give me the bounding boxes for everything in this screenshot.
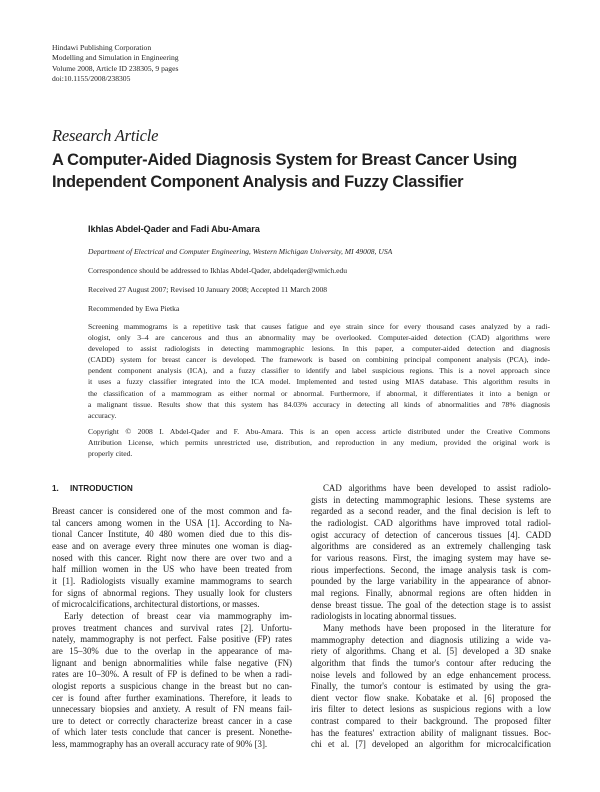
correspondence: Correspondence should be addressed to Ikhlas Abdel-Qader, abdelqader@wmich.edu (88, 266, 348, 275)
body-text-line: dient vector flow snake. Kobatake et al. [6] proposed the (311, 692, 551, 703)
body-text-line: nosed with this cancer. Right now there are over two and a (52, 552, 292, 563)
body-text-line: Many methods have been proposed in the literature for (323, 622, 551, 633)
body-text-line: for signs of abnormal regions. They usually look for clusters (52, 587, 292, 598)
abstract-line: accuracy. (88, 410, 117, 420)
left-column (52, 506, 292, 751)
body-text-line: has the features' extraction ability of malignant tissues. Boc- (311, 727, 551, 738)
right-column (311, 483, 551, 751)
body-text-line: mammography detection and diagnosis utilizing a wide va- (311, 634, 551, 645)
section-heading (52, 484, 133, 493)
body-text-line: radiologists in locating abnormal tissues. (311, 611, 457, 622)
publisher-name: Hindawi Publishing Corporation (52, 43, 152, 52)
body-text-line: algorithm that finds the tumor's contour after reducing the (311, 657, 551, 668)
body-text-line: cer is found after further examinations. Therefore, it leads to (52, 692, 292, 703)
title-line: Independent Component Analysis and Fuzzy Classifier (52, 172, 464, 191)
section-title: INTRODUCTION (70, 484, 133, 493)
body-text-line: CAD algorithms have been developed to assist radiolo- (323, 483, 551, 493)
body-text-line: chi et al. [7] developed an algorithm for microcalcification (311, 739, 551, 750)
body-text-line: are 15–30% due to the overlap in the appearance of ma- (52, 645, 292, 656)
abstract-line: (CADD) system for breast cancer is developed. The framework is based on combining principal component analysis (PCA), inde- (88, 355, 550, 365)
body-text-line: Breast cancer is considered one of the most common and fa- (52, 506, 292, 516)
body-text-line: Finally, the tumor's contour is estimated by using the gra- (311, 681, 551, 692)
authors: Ikhlas Abdel-Qader and Fadi Abu-Amara (88, 224, 260, 234)
title-line: A Computer-Aided Diagnosis System for Breast Cancer Using (52, 151, 518, 169)
paper-title (52, 150, 562, 193)
abstract-line: Screening mammograms is a repetitive task that causes fatigue and eye strain since for every thousand cases analyzed by a radi- (88, 322, 550, 331)
section-number: 1. (52, 484, 59, 493)
abstract-line: ologist, only 3–4 are cancerous and thus an abnormality may be overlooked. Computer-aided detection (CAD) algorithms were (88, 333, 550, 343)
body-text-line: proves treatment chances and survival rates [2]. Unfortu- (52, 622, 292, 633)
body-text-line: less, mammography has an overall accuracy rate of 90% [3]. (52, 739, 268, 750)
body-text-line: mal regions. Finally, abnormal regions are often hidden in (311, 587, 551, 598)
body-text-line: gists in detecting mammographic lesions. These systems are (311, 494, 551, 505)
body-text-line: ogist accuracy of detection of cancerous tissues [4]. CADD (311, 529, 551, 540)
body-text-line: tal cancers among women in the USA [1]. According to Na- (52, 517, 292, 528)
body-text-line: ease and on average every three minutes one woman is diag- (52, 540, 292, 551)
body-text-line: tional Cancer Institute, 40 480 women died due to this dis- (52, 529, 292, 540)
abstract-line: developed to assist radiologists in detecting mammographic lesions. In this paper, a computer-aided detection and diagnosis (88, 344, 550, 354)
body-text-line: regarded as a second reader, and the final decision is left to (311, 506, 551, 517)
doi-link[interactable]: doi:10.1155/2008/238305 (52, 74, 131, 84)
abstract-line: pendent component analysis (ICA), and a fuzzy classifier to identify and label suspicious regions. This is a novel approach since (88, 366, 550, 376)
body-text-line: dense breast tissue. The goal of the detection stage is to assist (311, 599, 551, 610)
body-text-line: Early detection of breast cear via mammography im- (64, 610, 292, 621)
publication-info (52, 43, 179, 85)
body-text-line: riety of algorithms. Chang et al. [5] developed a 3D snake (311, 646, 551, 657)
body-text-line: algorithms are considered as an extremely challenging task (311, 541, 551, 552)
recommended-by: Recommended by Ewa Pietka (88, 304, 180, 313)
abstract-line: it uses a fuzzy classifier integrated into the ICA model. Implemented and tested using MIAS database. This algorithm results in (88, 377, 550, 387)
copyright-line: Copyright © 2008 I. Abdel-Qader and F. Abu-Amara. This is an open access article distributed under the Creative Commons (88, 427, 550, 436)
body-text-line: ologist reports a suspicious change in the breast but no can- (52, 680, 292, 691)
affiliation: Department of Electrical and Computer Engineering, Western Michigan University, MI 49008, USA (88, 247, 393, 256)
body-text-line: of microcalcifications, architectural distortions, or masses. (52, 599, 260, 610)
article-type: Research Article (52, 126, 159, 145)
abstract (88, 321, 550, 421)
volume-info: Volume 2008, Article ID 238305, 9 pages (52, 63, 179, 73)
body-text-line: half million women in the US who have been treated from (52, 564, 292, 575)
body-text-line: lignant and benign abnormalities while false negative (FN) (52, 657, 292, 668)
copyright-line: Attribution License, which permits unrestricted use, distribution, and reproduction in any medium, provided the original work is (88, 438, 550, 448)
body-text-line: it [1]. Radiologists visually examine mammograms to search (52, 575, 292, 586)
body-text-line: of which later tests conclude that cancer is present. Nonethe- (52, 727, 292, 738)
body-text-line: pounded by the large variability in the appearance of abnor- (311, 576, 551, 587)
copyright-line: properly cited. (88, 449, 133, 459)
body-text-line: the radiologist. CAD algorithms have improved total radiol- (311, 517, 551, 528)
body-text-line: unnecessary biopsies and anxiety. A result of FN means fail- (52, 704, 292, 715)
body-text-line: noise levels and followed by an edge enhancement process. (311, 669, 551, 680)
body-text-line: rious imperfections. Second, the image analysis task is com- (311, 564, 551, 575)
abstract-line: the classification of a mammogram as either normal or abnormal. Furthermore, if abnormal, it differentiates it into a benign or (88, 388, 550, 398)
body-text-line: ure to detect or correctly characterize breast cancer in a case (52, 715, 292, 726)
body-text-line: rates are 10–30%. A result of FP is defined to be when a radi- (52, 669, 292, 680)
body-text-line: nately, mammography is not perfect. False positive (FP) rates (52, 634, 292, 645)
received-dates: Received 27 August 2007; Revised 10 January 2008; Accepted 11 March 2008 (88, 285, 328, 294)
body-text-line: iris filter to detect lesions as suspicious regions with a low (311, 704, 551, 715)
abstract-line: a malignant tissue. Results show that this system has 84.03% accuracy in detecting all kinds of abnormalities and 78% diagnosis (88, 399, 550, 409)
body-text-line: for various reasons. First, the imaging system may have se- (311, 552, 551, 563)
journal-name: Modelling and Simulation in Engineering (52, 53, 179, 63)
copyright-notice (88, 426, 550, 459)
body-text-line: contrast compared to their background. The proposed filter (311, 716, 551, 727)
